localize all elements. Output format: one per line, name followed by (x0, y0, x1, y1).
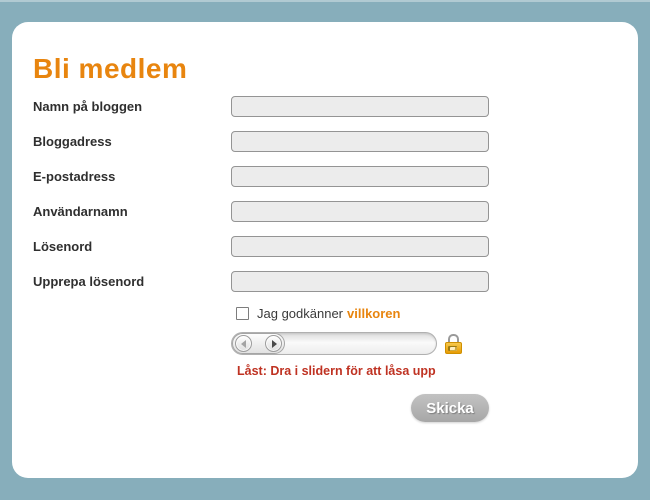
email-label: E-postadress (33, 169, 116, 184)
password-label: Lösenord (33, 239, 93, 254)
slider-step-left-button[interactable] (235, 335, 252, 352)
unlock-slider-row (231, 332, 638, 355)
password-input[interactable] (231, 236, 489, 257)
terms-link[interactable]: villkoren (347, 306, 401, 321)
blog-name-label: Namn på bloggen (33, 99, 143, 114)
form-row-username (33, 201, 489, 222)
blog-address-input[interactable] (231, 131, 489, 152)
terms-checkbox[interactable] (236, 307, 249, 320)
terms-row (236, 306, 638, 321)
form-row-repeat-password (33, 271, 489, 292)
terms-label: Jag godkänner (257, 306, 344, 321)
blog-address-label: Bloggadress (33, 134, 112, 149)
signup-card (12, 22, 638, 478)
form-row-blog-name (33, 96, 489, 117)
form-row-email (33, 166, 489, 187)
padlock-body (445, 342, 462, 354)
arrow-left-icon (241, 340, 246, 348)
arrow-right-icon (272, 340, 277, 348)
form-row-password (33, 236, 489, 257)
unlock-slider-track[interactable] (231, 332, 437, 355)
padlock-keyhole (448, 346, 457, 351)
repeat-password-label: Upprepa lösenord (33, 274, 145, 289)
slider-status-text: Låst: Dra i slidern för att låsa upp (237, 364, 436, 378)
blog-name-input[interactable] (231, 96, 489, 117)
submit-row (231, 394, 489, 422)
padlock-icon (445, 334, 462, 353)
unlock-slider-handle[interactable] (232, 333, 285, 354)
page-top-edge (0, 0, 650, 2)
page-title: Bli medlem (33, 53, 188, 84)
submit-button[interactable]: Skicka (411, 394, 489, 422)
repeat-password-input[interactable] (231, 271, 489, 292)
username-label: Användarnamn (33, 204, 128, 219)
slider-step-right-button[interactable] (265, 335, 282, 352)
username-input[interactable] (231, 201, 489, 222)
email-input[interactable] (231, 166, 489, 187)
form-row-blog-address (33, 131, 489, 152)
